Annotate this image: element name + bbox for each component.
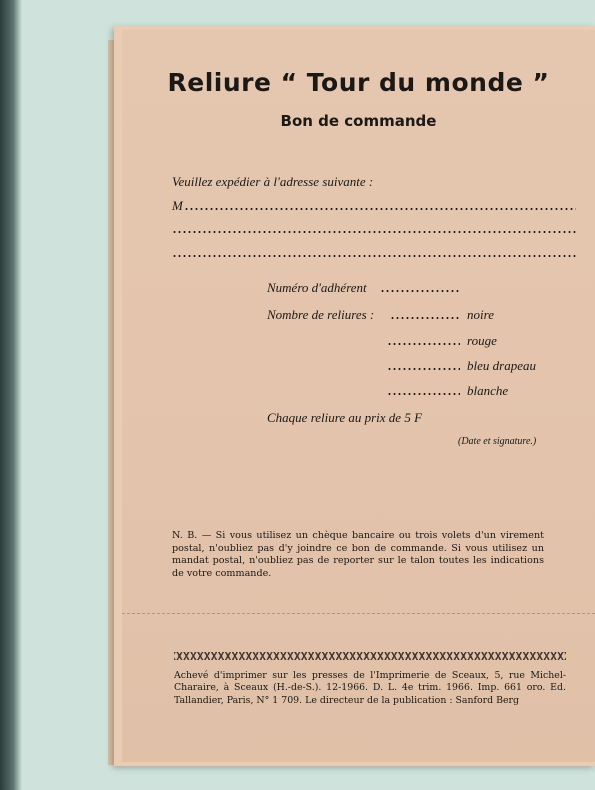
count-field-rouge[interactable] (387, 343, 460, 345)
fold-line (122, 613, 595, 615)
count-field-bleu[interactable] (387, 368, 460, 370)
form-subtitle: Bon de commande (280, 112, 437, 130)
member-number-field[interactable] (380, 290, 460, 292)
member-number-label: Numéro d'adhérent (267, 280, 367, 295)
color-noire: noire (467, 307, 494, 322)
color-blanche: blanche (467, 383, 509, 398)
ornament-divider (174, 652, 566, 660)
form-title: Reliure “ Tour du monde ” (167, 68, 550, 97)
nb-note: N. B. — Si vous utilisez un chèque bancaire ou trois volets d'un virement postal, n'oubliez pas d'y joindre ce bon de commande. Si vous utilisez un mandat postal, n'oubliez pas de reporter sur le talon toutes les indications de votre commande. (172, 530, 544, 579)
background-shadow (0, 0, 22, 790)
order-form-page (122, 30, 595, 762)
count-field-blanche[interactable] (387, 393, 460, 395)
price-text: Chaque reliure au prix de 5 F (267, 410, 423, 425)
binding-count-label: Nombre de reliures : (267, 307, 375, 322)
address-line-3[interactable] (172, 255, 576, 257)
color-bleu-drapeau: bleu drapeau (467, 358, 536, 373)
signature-label: (Date et signature.) (458, 436, 537, 447)
colophon: Achevé d'imprimer sur les presses de l'Imprimerie de Sceaux, 5, rue Michel-Charaire, à Sceaux (H.-de-S.). 12-1966. D. L. 4e trim. 1966. Imp. 661 oro. Ed. Tallandier, Paris, N° 1 709. Le directeur de la publication : Sanford Berg (174, 670, 566, 706)
address-line-2[interactable] (172, 231, 576, 233)
address-prefix: M (172, 198, 183, 213)
count-field-noire[interactable] (390, 317, 460, 319)
address-line-1[interactable] (184, 208, 576, 210)
color-rouge: rouge (467, 333, 497, 348)
address-label: Veuillez expédier à l'adresse suivante : (172, 174, 374, 189)
